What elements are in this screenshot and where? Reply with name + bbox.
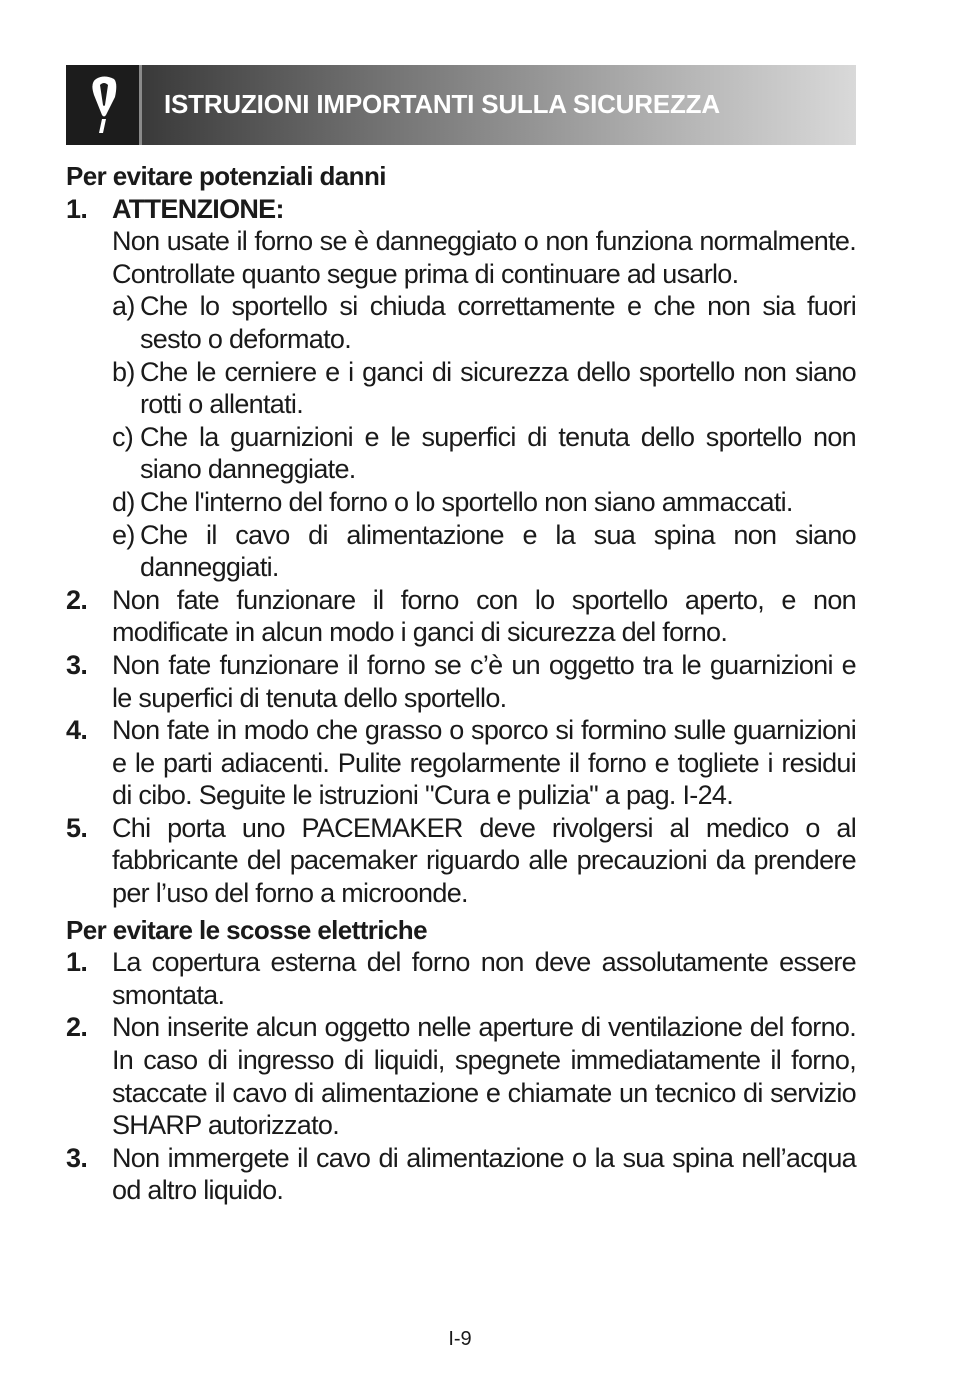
sub-item-letter: c) — [112, 421, 134, 452]
item-text: Non fate in modo che grasso o sporco si formino sulle guarnizioni e le parti adiacenti. Pulite regolarmente il forno e togliete i residui di cibo. Seguite le istruzioni "Cura e pulizia" a pag. I-24. — [112, 715, 856, 811]
list-item — [66, 714, 856, 812]
sub-item — [112, 486, 856, 519]
sub-item-letter: a) — [112, 291, 135, 322]
item-text: Non inserite alcun oggetto nelle aperture di ventilazione del forno. In caso di ingresso di liquidi, spegnete immediatamente il forno, staccate il cavo di alimentazione e chiamate un tecnico di servizio SHARP autorizzato. — [112, 1012, 856, 1141]
list-item — [66, 812, 856, 910]
item-text: Non fate funzionare il forno con lo sportello aperto, e non modificate in alcun modo i ganci di sicurezza del forno. — [112, 584, 856, 648]
list-item — [66, 193, 856, 584]
section-header — [66, 65, 856, 145]
item-text: La copertura esterna del forno non deve assolutamente essere smontata. — [112, 947, 856, 1010]
sub-item — [112, 421, 856, 486]
item-number: 1. — [66, 947, 88, 978]
item-number: 4. — [66, 715, 88, 746]
sub-item-text: Che le cerniere e i ganci di sicurezza dello sportello non siano rotti o allentati. — [140, 356, 856, 420]
item-number: 3. — [66, 1142, 88, 1173]
item-text: Non immergete il cavo di alimentazione o la sua spina nell’acqua od altro liquido. — [112, 1142, 856, 1206]
item-text: Non usate il forno se è danneggiato o non funziona normalmente. Controllate quanto segue prima di continuare ad usarlo. — [112, 226, 856, 289]
sub-item-text: Che l'interno del forno o lo sportello non siano ammaccati. — [140, 486, 793, 517]
item-number: 2. — [66, 1012, 88, 1043]
list-item — [66, 1011, 856, 1141]
list-item — [66, 649, 856, 714]
header-title: ISTRUZIONI IMPORTANTI SULLA SICUREZZA — [164, 89, 720, 119]
sub-item-text: Che lo sportello si chiuda correttamente e che non sia fuori sesto o deformato. — [140, 291, 856, 354]
sub-item-text: Che il cavo di alimentazione e la sua spina non siano danneggiati. — [140, 519, 856, 583]
sub-item — [112, 519, 856, 584]
item-text: Chi porta uno PACEMAKER deve rivolgersi al medico o al fabbricante del pacemaker riguardo alle precauzioni da prendere per l’uso del forno a microonde. — [112, 812, 856, 909]
item-number: 2. — [66, 584, 88, 615]
item-number: 3. — [66, 649, 88, 680]
item-heading: ATTENZIONE: — [112, 193, 284, 224]
section-title-damage: Per evitare potenziali danni — [66, 161, 386, 191]
sub-item-text: Che la guarnizioni e le superfici di tenuta dello sportello non siano danneggiate. — [140, 421, 856, 485]
section-title-electric-shock: Per evitare le scosse elettriche — [66, 914, 427, 945]
sub-item — [112, 290, 856, 355]
sub-item-letter: d) — [112, 486, 135, 517]
item-number: 5. — [66, 812, 88, 843]
sub-item — [112, 356, 856, 421]
sub-item-letter: e) — [112, 519, 135, 550]
warning-exclamation-icon — [88, 75, 120, 135]
list-item — [66, 946, 856, 1011]
sub-item-letter: b) — [112, 356, 135, 387]
item-text: Non fate funzionare il forno se c’è un oggetto tra le guarnizioni e le superfici di tenuta dello sportello. — [112, 649, 856, 713]
list-item — [66, 584, 856, 649]
item-number: 1. — [66, 193, 88, 224]
warning-icon-box — [66, 65, 142, 145]
list-item — [66, 1142, 856, 1207]
document-body — [66, 160, 856, 1207]
page-number: I-9 — [448, 1328, 472, 1350]
